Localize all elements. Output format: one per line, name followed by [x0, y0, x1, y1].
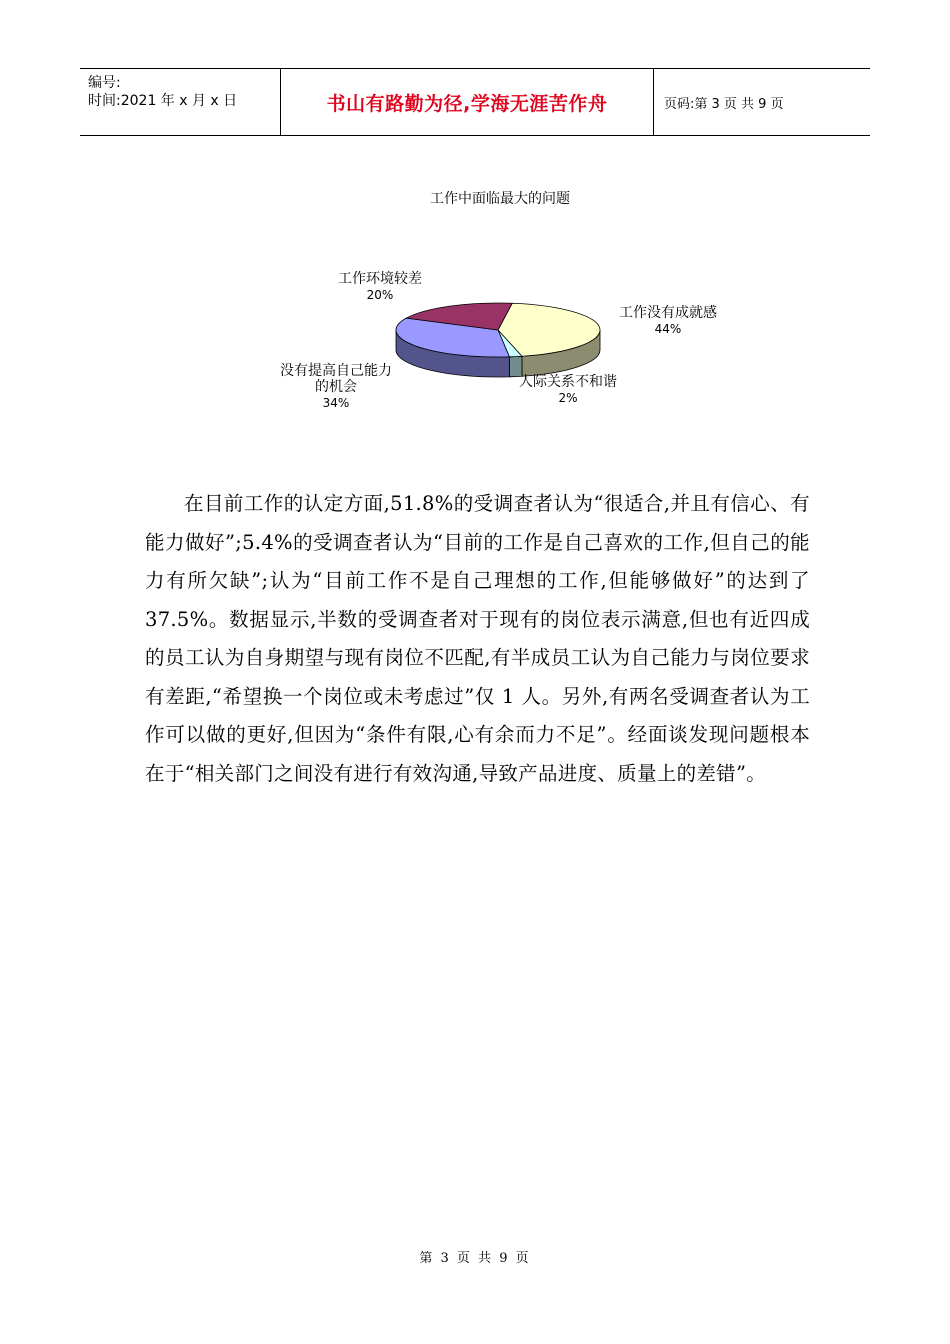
document-date: 时间:2021 年 x 月 x 日	[88, 93, 238, 109]
chart-title: 工作中面临最大的问题	[430, 191, 570, 207]
pie-slice-label: 的机会	[315, 379, 357, 395]
header-motto: 书山有路勤为径,学海无涯苦作舟	[326, 92, 608, 115]
body-text	[145, 485, 810, 793]
pie-slice-label: 工作环境较差	[338, 271, 422, 287]
pie-chart	[250, 262, 750, 432]
header-page-cell	[654, 69, 870, 135]
pie-slice-label: 工作没有成就感	[619, 305, 717, 321]
document-number-label: 编号:	[88, 75, 121, 91]
header-meta-cell	[80, 69, 281, 135]
pie-slice-label: 人际关系不和谐	[519, 374, 617, 390]
pie-slice-percent-label: 44%	[654, 322, 682, 336]
body-paragraph: 在目前工作的认定方面,51.8%的受调查者认为“很适合,并且有信心、有能力做好”;5.4%的受调查者认为“目前的工作是自己喜欢的工作,但自己的能力有所欠缺”;认为“目前工作不是自己理想的工作,但能够做好”的达到了 37.5%。数据显示,半数的受调查者对于现有的岗位表示满意,但也有近四成的员工认为自身期望与现有岗位不匹配,有半成员工认为自己能力与岗位要求有差距,“希望换一个岗位或未考虑过”仅 1 人。另外,有两名受调查者认为工作可以做的更好,但因为“条件有限,心有余而力不足”。经面谈发现问题根本在于“相关部门之间没有进行有效沟通,导致产品进度、质量上的差错”。	[145, 492, 810, 785]
pie-slice-percent-label: 2%	[558, 391, 578, 405]
pie-slice-percent-label: 20%	[366, 288, 394, 302]
pie-slice-percent-label: 34%	[322, 396, 350, 410]
header-page-info: 页码:第 3 页 共 9 页	[664, 96, 784, 112]
header-table	[80, 68, 870, 136]
pie-slice-label: 没有提高自己能力	[280, 363, 392, 379]
page-footer: 第 3 页 共 9 页	[419, 1251, 531, 1266]
header-motto-cell	[281, 69, 654, 135]
